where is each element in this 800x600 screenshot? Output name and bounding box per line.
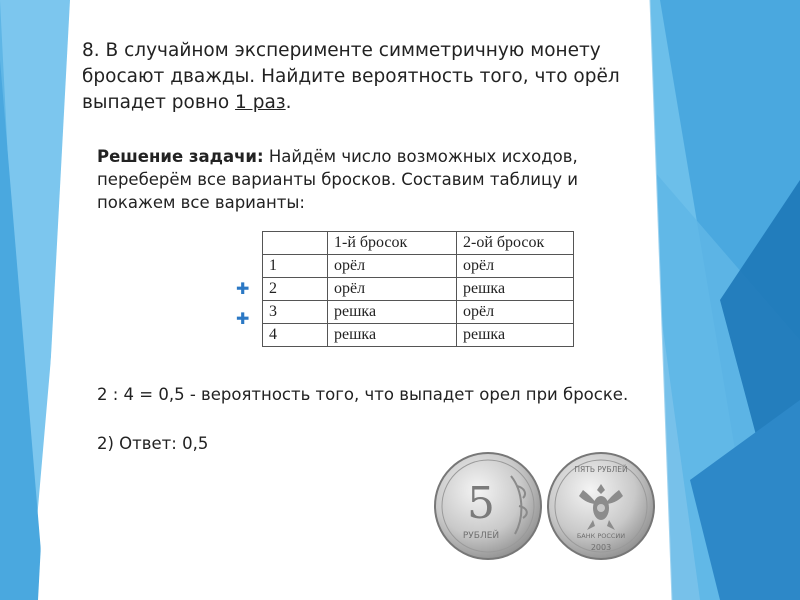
table-row — [263, 278, 574, 301]
table-cell: орёл — [328, 255, 457, 278]
coin-obverse — [435, 453, 541, 559]
problem-line-1: 8. В случайном эксперименте симметричную монету — [82, 40, 601, 61]
table-cell: решка — [457, 324, 574, 347]
table-cell: 4 — [263, 324, 328, 347]
problem-line-3-prefix: выпадет ровно — [82, 92, 236, 113]
table-header-cell: 1-й бросок — [328, 232, 457, 255]
table-cell: орёл — [457, 255, 574, 278]
plus-icon: ✚ — [236, 279, 250, 298]
table-row — [263, 324, 574, 347]
plus-icon: ✚ — [236, 309, 250, 328]
table-cell: 2 — [263, 278, 328, 301]
problem-statement — [82, 38, 662, 116]
table-cell: 1 — [263, 255, 328, 278]
outcomes-table — [262, 231, 574, 347]
problem-line-2: бросают дважды. Найдите вероятность того, что орёл — [82, 66, 620, 87]
table-cell: орёл — [328, 278, 457, 301]
table-cell: 3 — [263, 301, 328, 324]
solution-text: Найдём число возможных исходов, переберём все варианты бросков. Составим таблицу и покажем все варианты: — [97, 147, 578, 212]
table-header-row — [263, 232, 574, 255]
probability-calculation: 2 : 4 = 0,5 - вероятность того, что выпадет орел при броске. — [97, 385, 629, 404]
coin-reverse-top-text: ПЯТЬ РУБЛЕЙ — [574, 465, 628, 474]
table-header-cell: 2-ой бросок — [457, 232, 574, 255]
table-cell: решка — [457, 278, 574, 301]
table-header-cell — [263, 232, 328, 255]
coin-reverse — [548, 453, 654, 559]
problem-line-3-suffix: . — [285, 92, 292, 113]
table-row — [263, 255, 574, 278]
solution-paragraph — [97, 145, 637, 214]
coins-image — [433, 446, 658, 564]
solution-label: Решение задачи: — [97, 147, 264, 166]
coin-denomination: 5 — [467, 478, 495, 529]
coin-year: 2003 — [590, 543, 612, 552]
answer-line: 2) Ответ: 0,5 — [97, 434, 209, 453]
problem-line-3 — [82, 90, 662, 116]
table-cell: решка — [328, 324, 457, 347]
problem-underlined-phrase: 1 раз — [235, 92, 286, 113]
coin-obverse-text: РУБЛЕЙ — [462, 531, 500, 541]
table-cell: орёл — [457, 301, 574, 324]
coin-reverse-bottom-text: БАНК РОССИИ — [576, 532, 626, 540]
table-row — [263, 301, 574, 324]
table-cell: решка — [328, 301, 457, 324]
